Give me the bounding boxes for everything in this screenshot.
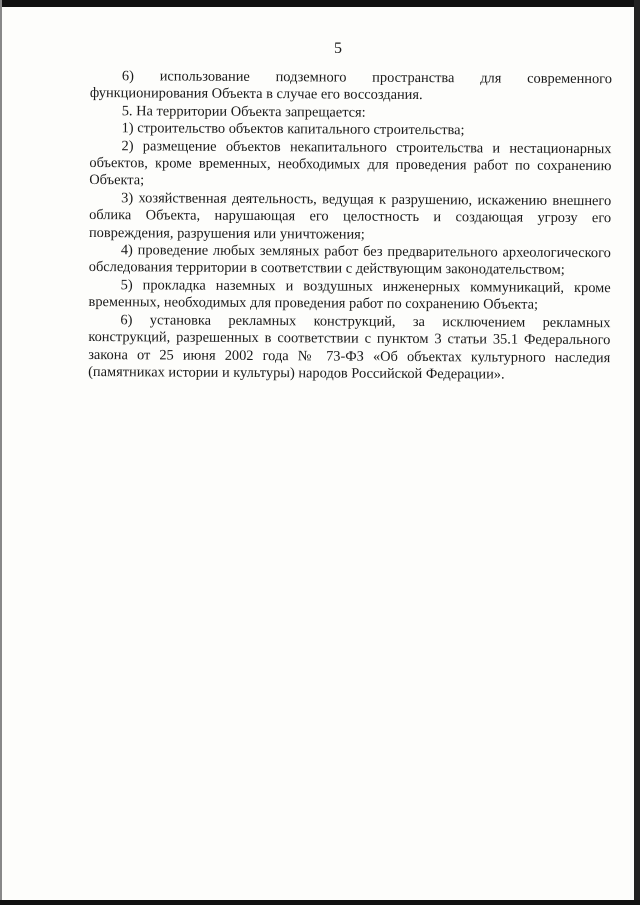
paragraph-section-5-heading: 5. На территории Объекта запрещается:: [121, 103, 366, 121]
paragraph-prohibition-2-placement: 2) размещение объектов некапитального строительства и нестационарных объектов, кроме временных, необходимых для проведения работ по сохранению Объекта;: [89, 137, 612, 189]
paragraph-prohibition-6-advertising: 6) установка рекламных конструкций, за исключением рекламных конструкций, разрешенных в соответствии с пунктом 3 статьи 35.1 Федерального закона от 25 июня 2002 года № 73-ФЗ «Об объектах культурного наследия (памятниках истории и культуры) народов Российской Федерации».: [88, 311, 611, 383]
scan-border-bottom: [0, 900, 640, 905]
paragraph-prohibition-5-utilities: 5) прокладка наземных и воздушных инженерных коммуникаций, кроме временных, необходимых для проведения работ по сохранению Объекта;: [88, 277, 611, 314]
paragraph-prohibition-3-economic-activity: 3) хозяйственная деятельность, ведущая к разрушению, искажению внешнего облика Объекта, нарушающая его целостность и создающая угрозу его повреждения, разрушения или уничтожения;: [88, 190, 612, 243]
document-body: [88, 68, 612, 384]
paragraph-item-6-underground-use: 6) использование подземного пространства для современного функционирования Объекта в случае его воссоздания.: [89, 68, 612, 104]
page-number: 5: [334, 40, 342, 57]
scan-border-left: [0, 0, 2, 905]
paragraph-prohibition-4-earthworks: 4) проведение любых земляных работ без предварительного археологического обследования территории в соответствии с действующим законодательством;: [88, 242, 611, 279]
scan-border-top: [0, 0, 640, 7]
scan-border-right: [634, 0, 640, 905]
paragraph-prohibition-1-construction: 1) строительство объектов капитального строительства;: [121, 120, 465, 139]
